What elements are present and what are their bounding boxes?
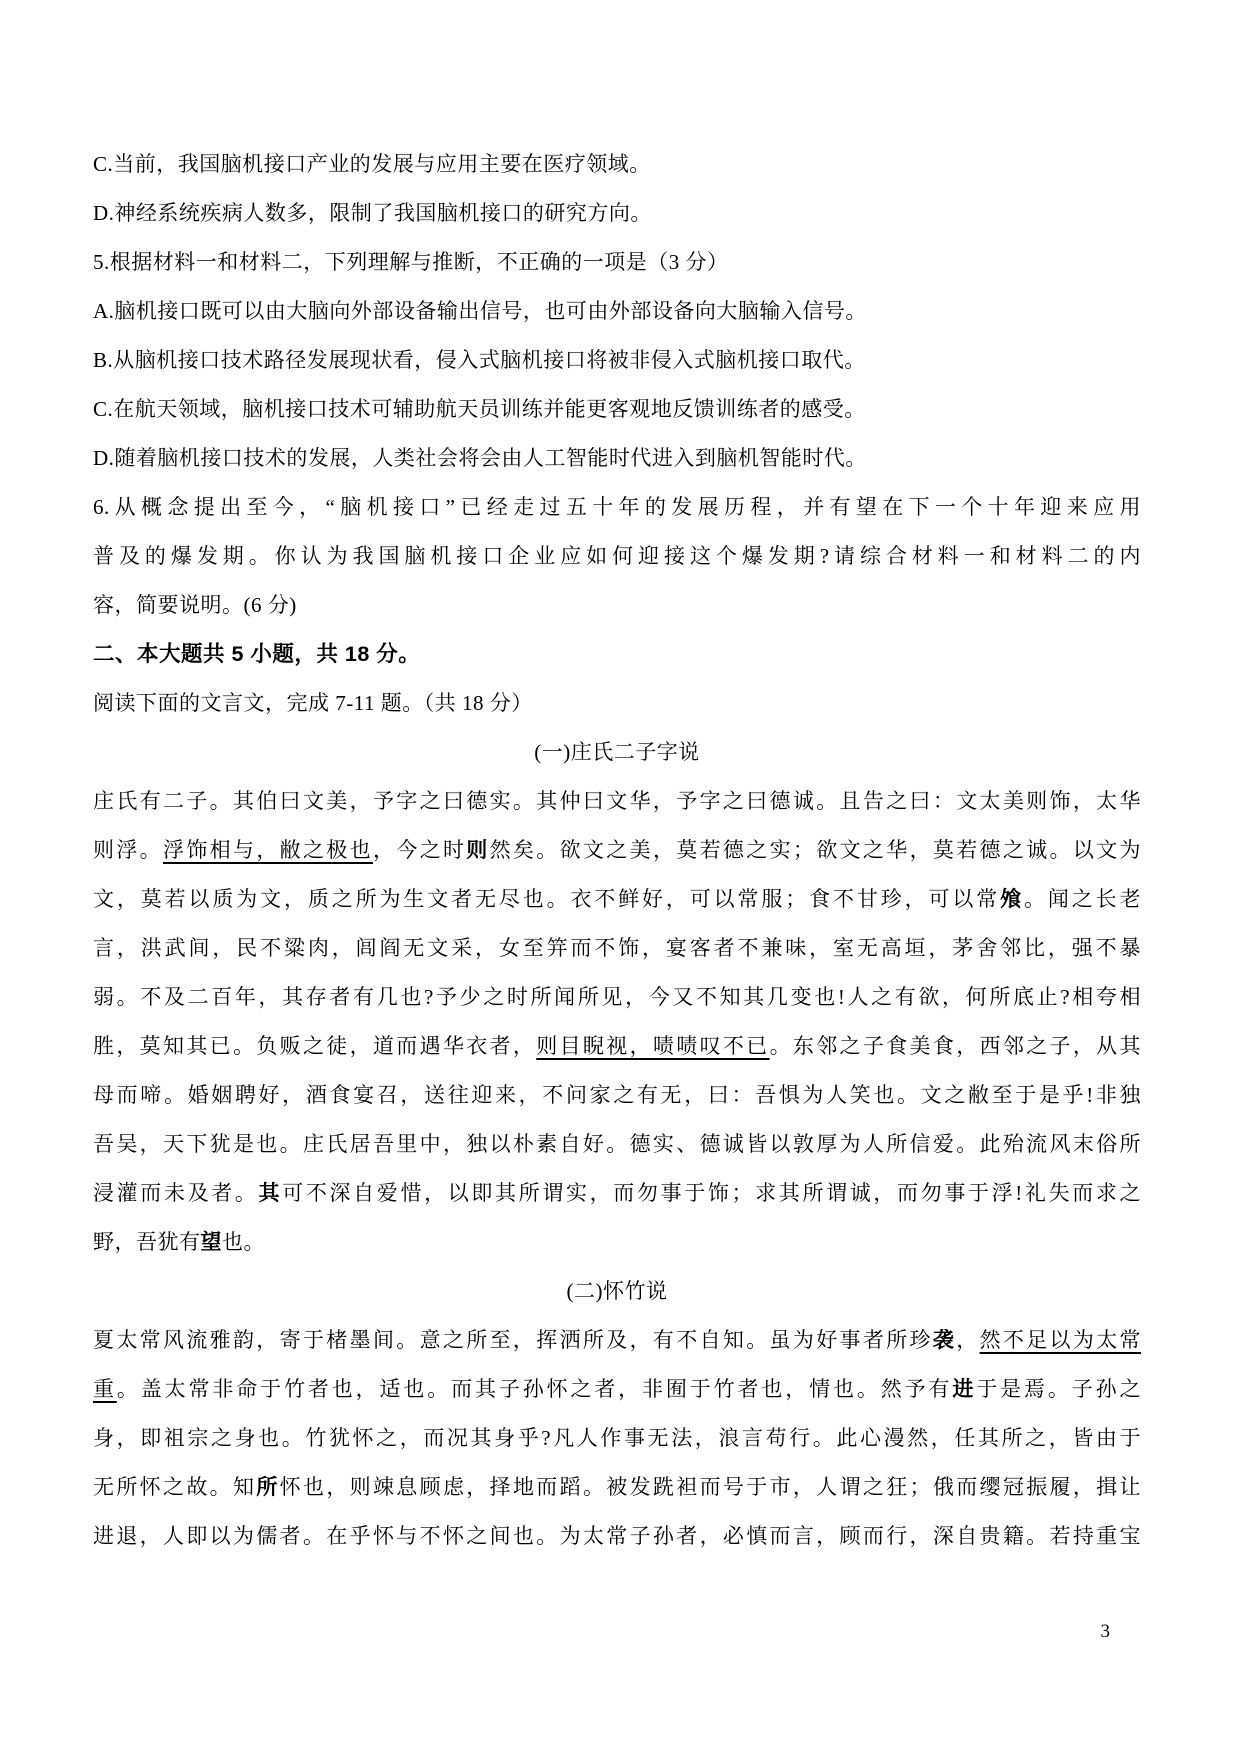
bold-text-segment: 所: [256, 1475, 280, 1499]
text-line: [93, 1316, 1141, 1365]
text-line: [93, 336, 1141, 385]
text-line: [93, 483, 1141, 532]
text-segment: ，今之时: [372, 838, 467, 862]
text-segment: 母而啼。婚姻聘好，酒食宴召，送往迎来，不问家之有无，曰：吾惧为人笑也。文之敝至于是乎!非独: [93, 1083, 1141, 1107]
text-line: [93, 1120, 1141, 1169]
page-number: 3: [1100, 1621, 1110, 1642]
text-line: [93, 140, 1141, 189]
text-segment: 则浮。: [93, 838, 163, 862]
text-line: [93, 973, 1141, 1022]
section-two-header: 二、本大题共 5 小题，共 18 分。: [93, 642, 421, 666]
text-segment: 文，莫若以质为文，质之所为生文者无尽也。衣不鲜好，可以常服；食不甘珍，可以常: [93, 887, 1001, 911]
text-line: [93, 777, 1141, 826]
text-line: [93, 1218, 1141, 1267]
text-segment: 胜，莫知其已。负贩之徒，道而遇华衣者，: [93, 1034, 537, 1058]
text-line: [93, 1463, 1141, 1512]
text-line: [93, 287, 1141, 336]
text-line: [93, 238, 1141, 287]
underlined-text-segment: 重: [93, 1377, 117, 1401]
bold-text-segment: 袭: [932, 1328, 957, 1352]
text-segment: C.在航天领域，脑机接口技术可辅助航天员训练并能更客观地反馈训练者的感受。: [93, 397, 866, 421]
text-segment: 6.从概念提出至今，“脑机接口”已经走过五十年的发展历程，并有望在下一个十年迎来应用: [93, 495, 1141, 519]
text-line: [93, 532, 1141, 581]
text-line: [93, 1169, 1141, 1218]
bold-text-segment: 望: [200, 1230, 222, 1254]
text-segment: 普及的爆发期。你认为我国脑机接口企业应如何迎接这个爆发期?请综合材料一和材料二的内: [93, 544, 1141, 568]
text-segment: 弱。不及二百年，其存者有几也?予少之时所闻所见，今又不知其几变也!人之有欲，何所底止?相夸相: [93, 985, 1141, 1009]
text-line: [93, 1071, 1141, 1120]
text-segment: 言，洪武间，民不粱肉，闾阎无文采，女至笄而不饰，宴客者不兼味，室无高垣，茅舍邻比，强不暴: [93, 936, 1141, 960]
text-line: [93, 1414, 1141, 1463]
section-two-intro: 阅读下面的文言文，完成 7-11 题。（共 18 分）: [93, 691, 533, 715]
text-line: [93, 581, 1141, 630]
text-segment: D.随着脑机接口技术的发展，人类社会将会由人工智能时代进入到脑机智能时代。: [93, 446, 867, 470]
bold-text-segment: 则: [466, 838, 490, 862]
text-segment: 野，吾犹有: [93, 1230, 201, 1254]
text-line: [93, 1365, 1141, 1414]
text-segment: 。东邻之子食美食，西邻之子，从其: [769, 1034, 1142, 1058]
text-segment: ，: [956, 1328, 980, 1352]
text-segment: 容，简要说明。(6 分): [93, 593, 297, 617]
text-line: [93, 1512, 1141, 1561]
text-segment: 庄氏有二子。其伯曰文美，予字之曰德实。其仲曰文华，予字之曰德诚。且告之曰：文太美则饰，太华: [93, 789, 1141, 813]
question-6-block: [93, 483, 1141, 630]
text-segment: 夏太常风流雅韵，寄于楮墨间。意之所至，挥洒所及，有不自知。虽为好事者所珍: [93, 1328, 933, 1352]
text-segment: 怀也，则竦息顾虑，择地而蹈。被发跣袒而号于市，人谓之狂；俄而缨冠振履，揖让: [279, 1475, 1142, 1499]
text-segment: 于是焉。子孙之: [976, 1377, 1142, 1401]
text-segment: 。闻之长老: [1024, 887, 1142, 911]
text-segment: 可不深自爱惜，以即其所谓实，而勿事于饰；求其所谓诚，而勿事于浮!礼失而求之: [282, 1181, 1142, 1205]
text-segment: 进退，人即以为儒者。在乎怀与不怀之间也。为太常子孙者，必慎而言，顾而行，深自贵籍。若持重宝: [93, 1524, 1141, 1548]
text-segment: D.神经系统疾病人数多，限制了我国脑机接口的研究方向。: [93, 201, 652, 225]
question-4-remaining-options: [93, 140, 1141, 238]
text-segment: B.从脑机接口技术路径发展现状看，侵入式脑机接口将被非侵入式脑机接口取代。: [93, 348, 866, 372]
text-segment: 5.根据材料一和材料二，下列理解与推断，不正确的一项是（3 分）: [93, 250, 729, 274]
text-segment: C.当前，我国脑机接口产业的发展与应用主要在医疗领域。: [93, 152, 651, 176]
bold-text-segment: 飧: [1000, 887, 1025, 911]
text-segment: 。盖太常非命于竹者也，适也。而其子孙怀之者，非囿于竹者也，情也。然予有: [116, 1377, 953, 1401]
text-segment: 身，即祖宗之身也。竹犹怀之，而况其身乎?凡人作事无法，浪言苟行。此心漫然，任其所之，皆由于: [93, 1426, 1141, 1450]
text-line: [93, 1022, 1141, 1071]
text-segment: 吾吴，天下犹是也。庄氏居吾里中，独以朴素自好。德实、德诚皆以敦厚为人所信爱。此殆流风末俗所: [93, 1132, 1141, 1156]
text-segment: A.脑机接口既可以由大脑向外部设备输出信号，也可由外部设备向大脑输入信号。: [93, 299, 867, 323]
text-line: [93, 826, 1141, 875]
passage-one-body: [93, 777, 1141, 1267]
text-segment: 浸灌而未及者。: [93, 1181, 259, 1205]
passage-two-title: (二)怀竹说: [566, 1279, 668, 1303]
passage-one-title: (一)庄氏二子字说: [534, 740, 700, 764]
question-5-block: [93, 238, 1141, 483]
text-line: [93, 924, 1141, 973]
text-line: [93, 434, 1141, 483]
text-segment: 无所怀之故。知: [93, 1475, 257, 1499]
bold-text-segment: 进: [952, 1377, 977, 1401]
text-segment: 然矣。欲文之美，莫若德之实；欲文之华，莫若德之诚。以文为: [489, 838, 1142, 862]
bold-text-segment: 其: [258, 1181, 283, 1205]
text-line: [93, 875, 1141, 924]
text-line: [93, 189, 1141, 238]
passage-two-body: [93, 1316, 1141, 1561]
underlined-text-segment: 然不足以为太常: [979, 1328, 1142, 1352]
underlined-text-segment: 则目睨视，啧啧叹不已: [536, 1034, 770, 1058]
text-segment: 也。: [222, 1230, 265, 1254]
text-line: [93, 385, 1141, 434]
underlined-text-segment: 浮饰相与，敝之极也: [163, 838, 373, 862]
